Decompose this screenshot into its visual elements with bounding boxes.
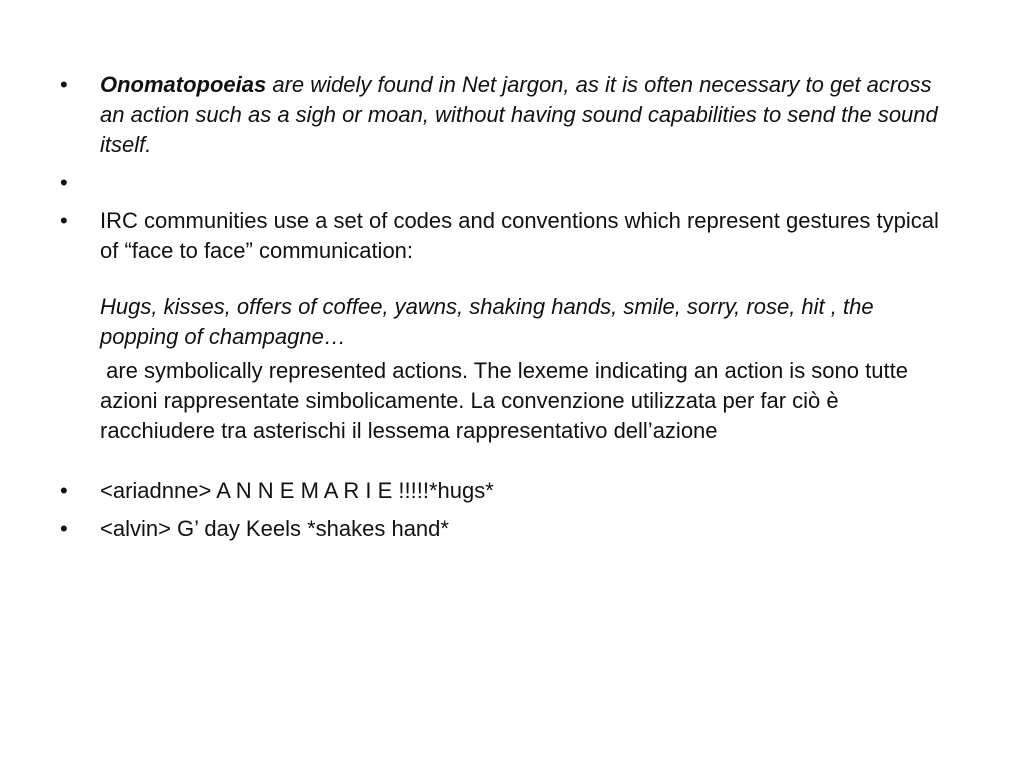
bullet-dot: • [60,478,68,503]
bullet-onomatopoeias [60,70,940,160]
onomatopoeias-paragraph [100,72,938,157]
bullet-empty [60,168,940,198]
bullet-irc-communities [60,206,940,266]
bullet-chat-line-alvin [60,514,940,544]
explanation-paragraph: are symbolically represented actions. The lexeme indicating an action is sono tutte azioni rappresentate simbolicamente. La convenzione utilizzata per far ciò è racchiudere tra asterischi il lessema rappresentativo dell’azione [100,358,915,443]
onomatopoeias-term: Onomatopoeias [100,72,267,97]
bullet-dot: • [60,170,68,195]
irc-communities-text: IRC communities use a set of codes and conventions which represent gestures typical of “face to face” communication: [100,208,939,263]
chat-line-ariadnne: <ariadnne> A N N E M A R I E !!!!!*hugs* [100,478,494,503]
bullet-dot: • [60,208,68,233]
onomatopoeias-text: are widely found in Net jargon, as it is often necessary to get across an action such as a sigh or moan, without having sound capabilities to send the sound itself. [100,72,938,157]
bullet-chat-line-ariadnne [60,476,940,506]
bullet-dot: • [60,72,68,97]
chat-line-alvin: <alvin> G’ day Keels *shakes hand* [100,516,449,541]
bullet-list [60,70,940,552]
bullet-dot: • [60,516,68,541]
examples-paragraph: Hugs, kisses, offers of coffee, yawns, shaking hands, smile, sorry, rose, hit , the popping of champagne… [100,294,874,349]
